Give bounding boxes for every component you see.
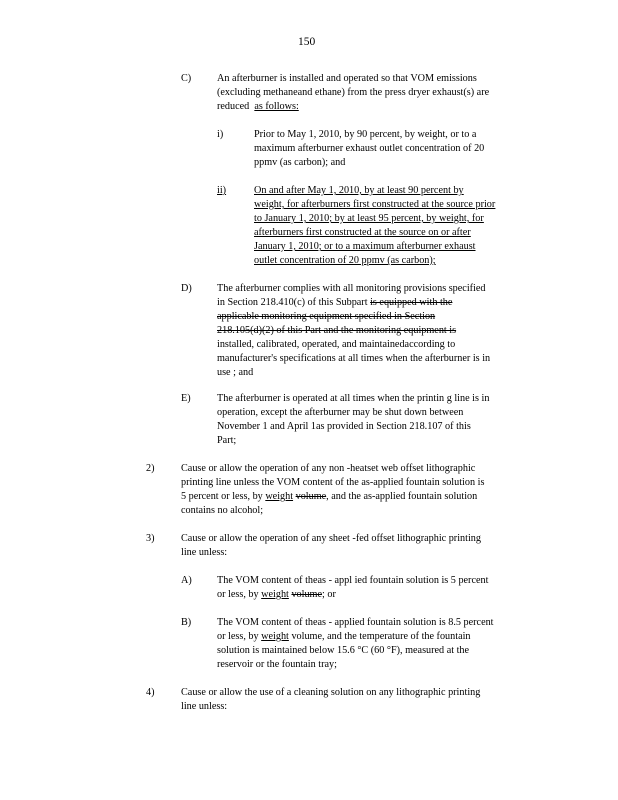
deleted-text: volume [291, 589, 322, 600]
item-c-text [217, 72, 547, 114]
sub-i-line-3: ppmv (as carbon); and [254, 157, 346, 168]
item-3a-line-1: The VOM content of theas - appl ied fountain solution is 5 percent [217, 575, 489, 586]
item-2-line-1: Cause or allow the operation of any non -heatset web offset lithographic [181, 463, 476, 474]
sub-ii-line-1: On and after May 1, 2010, by at least 90 percent by [254, 185, 464, 196]
item-d-line-2: in Section 218.410(c) of this Subpart is equipped with the [217, 297, 453, 308]
item-3a-text [217, 574, 547, 602]
item-3-line-2: line unless: [181, 547, 228, 558]
item-d-text [217, 282, 547, 380]
item-d-line-4: 218.105(d)(2) of this Part and the monitoring equipment is [217, 325, 457, 336]
item-d-line-3: applicable monitoring equipment specified in Section [217, 311, 436, 322]
item-d-line-7: use ; and [217, 367, 254, 378]
item-c-line-3: reduced as follows: [217, 101, 299, 112]
sub-i-line-2: maximum afterburner exhaust outlet concentration of 20 [254, 143, 485, 154]
item-2-line-4: contains no alcohol; [181, 505, 264, 516]
inserted-text: weight [261, 589, 289, 600]
item-c-label: C) [181, 73, 192, 84]
item-3b-text [217, 616, 547, 672]
item-3b-line-4: reservoir or the fountain tray; [217, 659, 337, 670]
sub-ii-line-2: weight, for afterburners first constructed at the source prior [254, 199, 496, 210]
item-3b-line-1: The VOM content of theas - applied fountain solution is 8.5 percent [217, 617, 494, 628]
item-3b-line-2: or less, by weight volume, and the temperature of the fountain [217, 631, 471, 642]
item-d-line-6: manufacturer's specifications at all times when the afterburner is in [217, 353, 491, 364]
inserted-text: weight [261, 631, 289, 642]
item-4-line-1: Cause or allow the use of a cleaning solution on any lithographic printing [181, 687, 481, 698]
inserted-text: as follows: [254, 101, 299, 112]
item-3-text [181, 532, 547, 560]
sub-i-text [254, 128, 544, 170]
item-3b-label: B) [181, 617, 192, 628]
item-c-line-2: (excluding methaneand ethane) from the press dryer exhaust(s) are [217, 87, 490, 98]
sub-i-line-1: Prior to May 1, 2010, by 90 percent, by weight, or to a [254, 129, 477, 140]
item-e-line-1: The afterburner is operated at all times when the printin g line is in [217, 393, 490, 404]
item-3-label: 3) [146, 533, 155, 544]
item-3a-line-2: or less, by weight volume; or [217, 589, 336, 600]
item-e-label: E) [181, 393, 191, 404]
item-4-text [181, 686, 547, 714]
item-3b-line-3: solution is maintained below 15.6 °C (60 °F), measured at the [217, 645, 470, 656]
deleted-text: volume [295, 491, 327, 502]
sub-ii-line-4: afterburners first constructed at the source on or after [254, 227, 471, 238]
sub-ii-text [254, 184, 546, 268]
item-d-line-5: installed, calibrated, operated, and maintainedaccording to [217, 339, 456, 350]
item-2-line-3: 5 percent or less, by weight volume, and the as-applied fountain solution [181, 491, 478, 502]
inserted-text: weight [265, 491, 294, 502]
deleted-text: is equipped with the [370, 297, 453, 308]
sub-ii-line-6: outlet concentration of 20 ppmv (as carbon); [254, 255, 436, 266]
sub-ii-line-3: to January 1, 2010; by at least 95 percent, by weight, for [254, 213, 484, 224]
sub-i-label: i) [217, 129, 224, 140]
item-4-label: 4) [146, 687, 155, 698]
item-e-text [217, 392, 547, 448]
item-2-line-2: printing line unless the VOM content of the as-applied fountain solution is [181, 477, 485, 488]
item-2-label: 2) [146, 463, 155, 474]
item-d-line-1: The afterburner complies with all monitoring provisions specified [217, 283, 486, 294]
item-e-line-2: operation, except the afterburner may be shut down between [217, 407, 464, 418]
item-2-text [181, 462, 547, 518]
item-e-line-4: Part; [217, 435, 237, 446]
item-e-line-3: November 1 and April 1as provided in Section 218.107 of this [217, 421, 471, 432]
item-3a-label: A) [181, 575, 192, 586]
item-4-line-2: line unless: [181, 701, 228, 712]
item-d-label: D) [181, 283, 192, 294]
page-number: 150 [298, 36, 316, 48]
item-3-line-1: Cause or allow the operation of any sheet -fed offset lithographic printing [181, 533, 481, 544]
sub-ii-line-5: January 1, 2010; or to a maximum afterburner exhaust [254, 241, 476, 252]
item-c-line-1: An afterburner is installed and operated so that VOM emissions [217, 73, 477, 84]
sub-ii-label: ii) [217, 185, 227, 196]
